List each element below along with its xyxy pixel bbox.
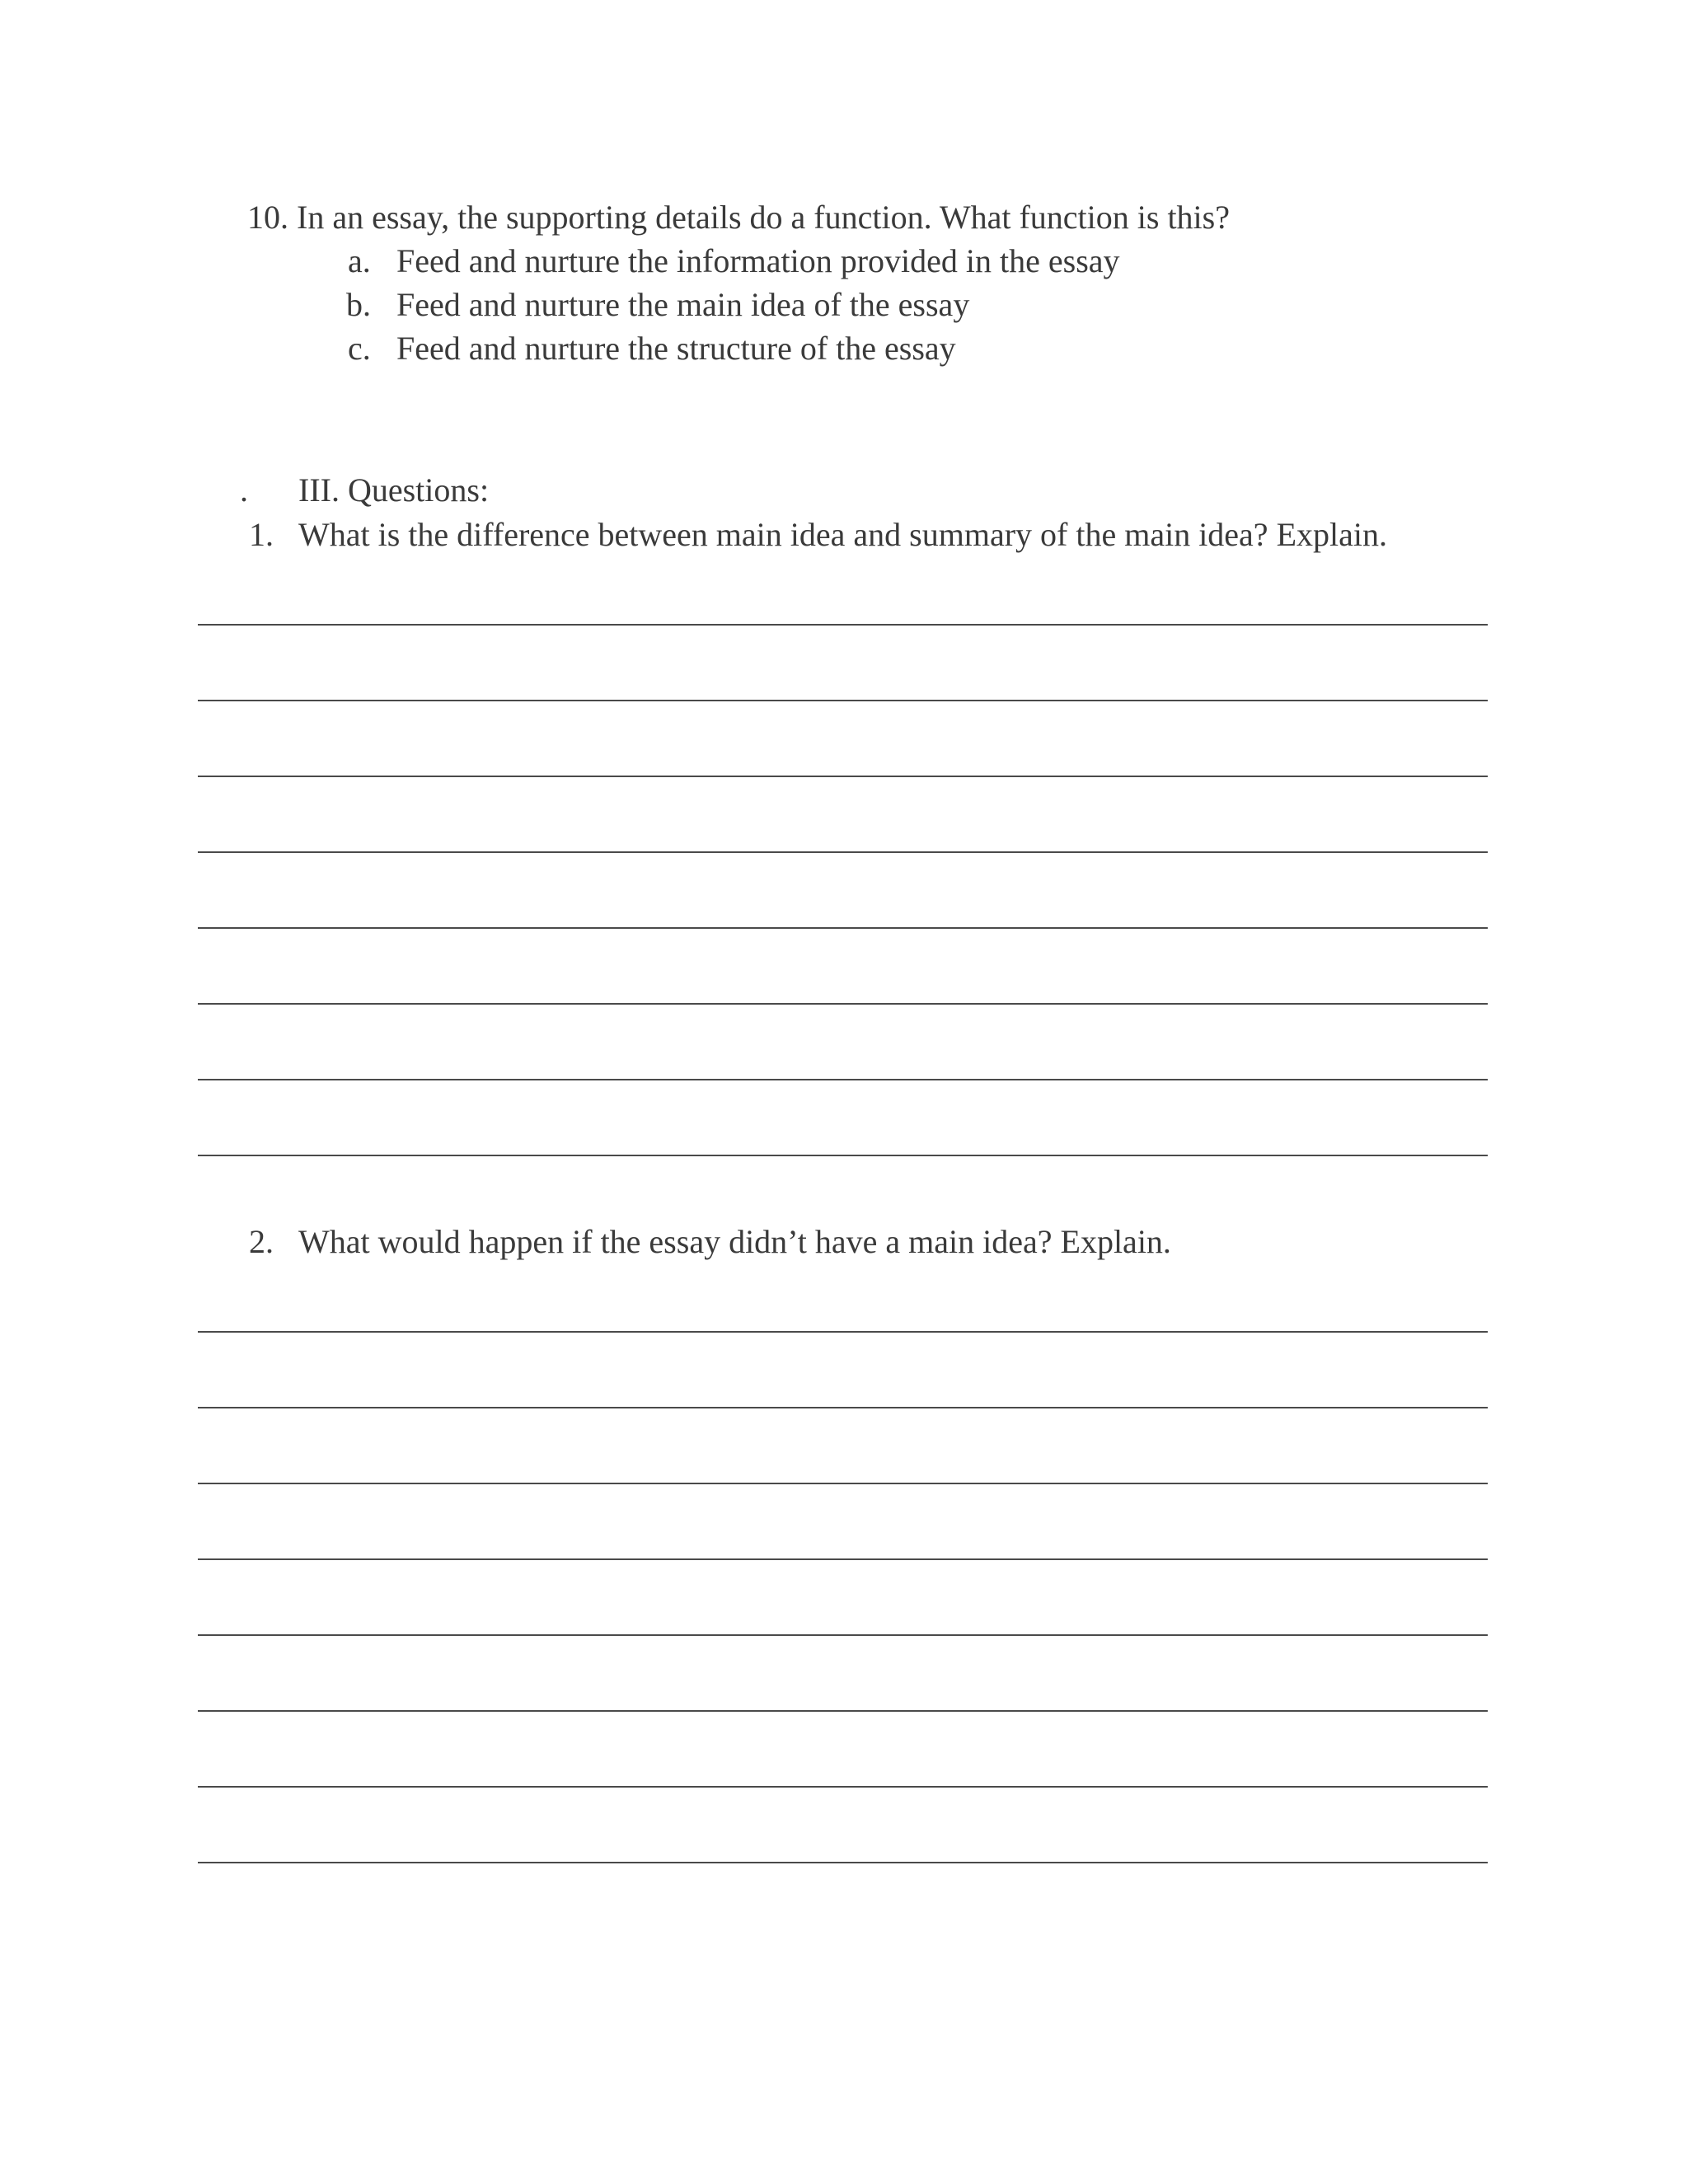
question-1-number: 1. <box>249 516 274 553</box>
answer-line[interactable] <box>198 776 1488 777</box>
option-c-letter: c. <box>348 330 371 367</box>
option-c-text: Feed and nurture the structure of the essay <box>396 330 956 367</box>
section-heading: III. Questions: <box>298 471 490 509</box>
answer-line[interactable] <box>198 1331 1488 1333</box>
answer-line[interactable] <box>198 1407 1488 1408</box>
option-a-letter: a. <box>348 242 371 279</box>
answer-line[interactable] <box>198 1786 1488 1788</box>
option-b-letter: b. <box>346 286 371 323</box>
answer-line[interactable] <box>198 851 1488 853</box>
option-a-text: Feed and nurture the information provided in the essay <box>396 242 1120 279</box>
answer-line[interactable] <box>198 624 1488 626</box>
section-bullet: . <box>240 471 248 509</box>
answer-line[interactable] <box>198 1483 1488 1484</box>
question-1-text: What is the difference between main idea and summary of the main idea? Explain. <box>298 516 1387 553</box>
answer-line[interactable] <box>198 1634 1488 1636</box>
answer-line[interactable] <box>198 1862 1488 1863</box>
answer-line[interactable] <box>198 1079 1488 1080</box>
question-2-number: 2. <box>249 1223 274 1260</box>
answer-line[interactable] <box>198 1558 1488 1560</box>
answer-line[interactable] <box>198 1155 1488 1156</box>
answer-line[interactable] <box>198 1003 1488 1005</box>
answer-line[interactable] <box>198 700 1488 701</box>
question-2-text: What would happen if the essay didn’t have a main idea? Explain. <box>298 1223 1171 1260</box>
option-b-text: Feed and nurture the main idea of the essay <box>396 286 970 323</box>
answer-line[interactable] <box>198 1710 1488 1712</box>
question-10-stem: 10. In an essay, the supporting details do a function. What function is this? <box>247 199 1230 236</box>
answer-line[interactable] <box>198 927 1488 929</box>
